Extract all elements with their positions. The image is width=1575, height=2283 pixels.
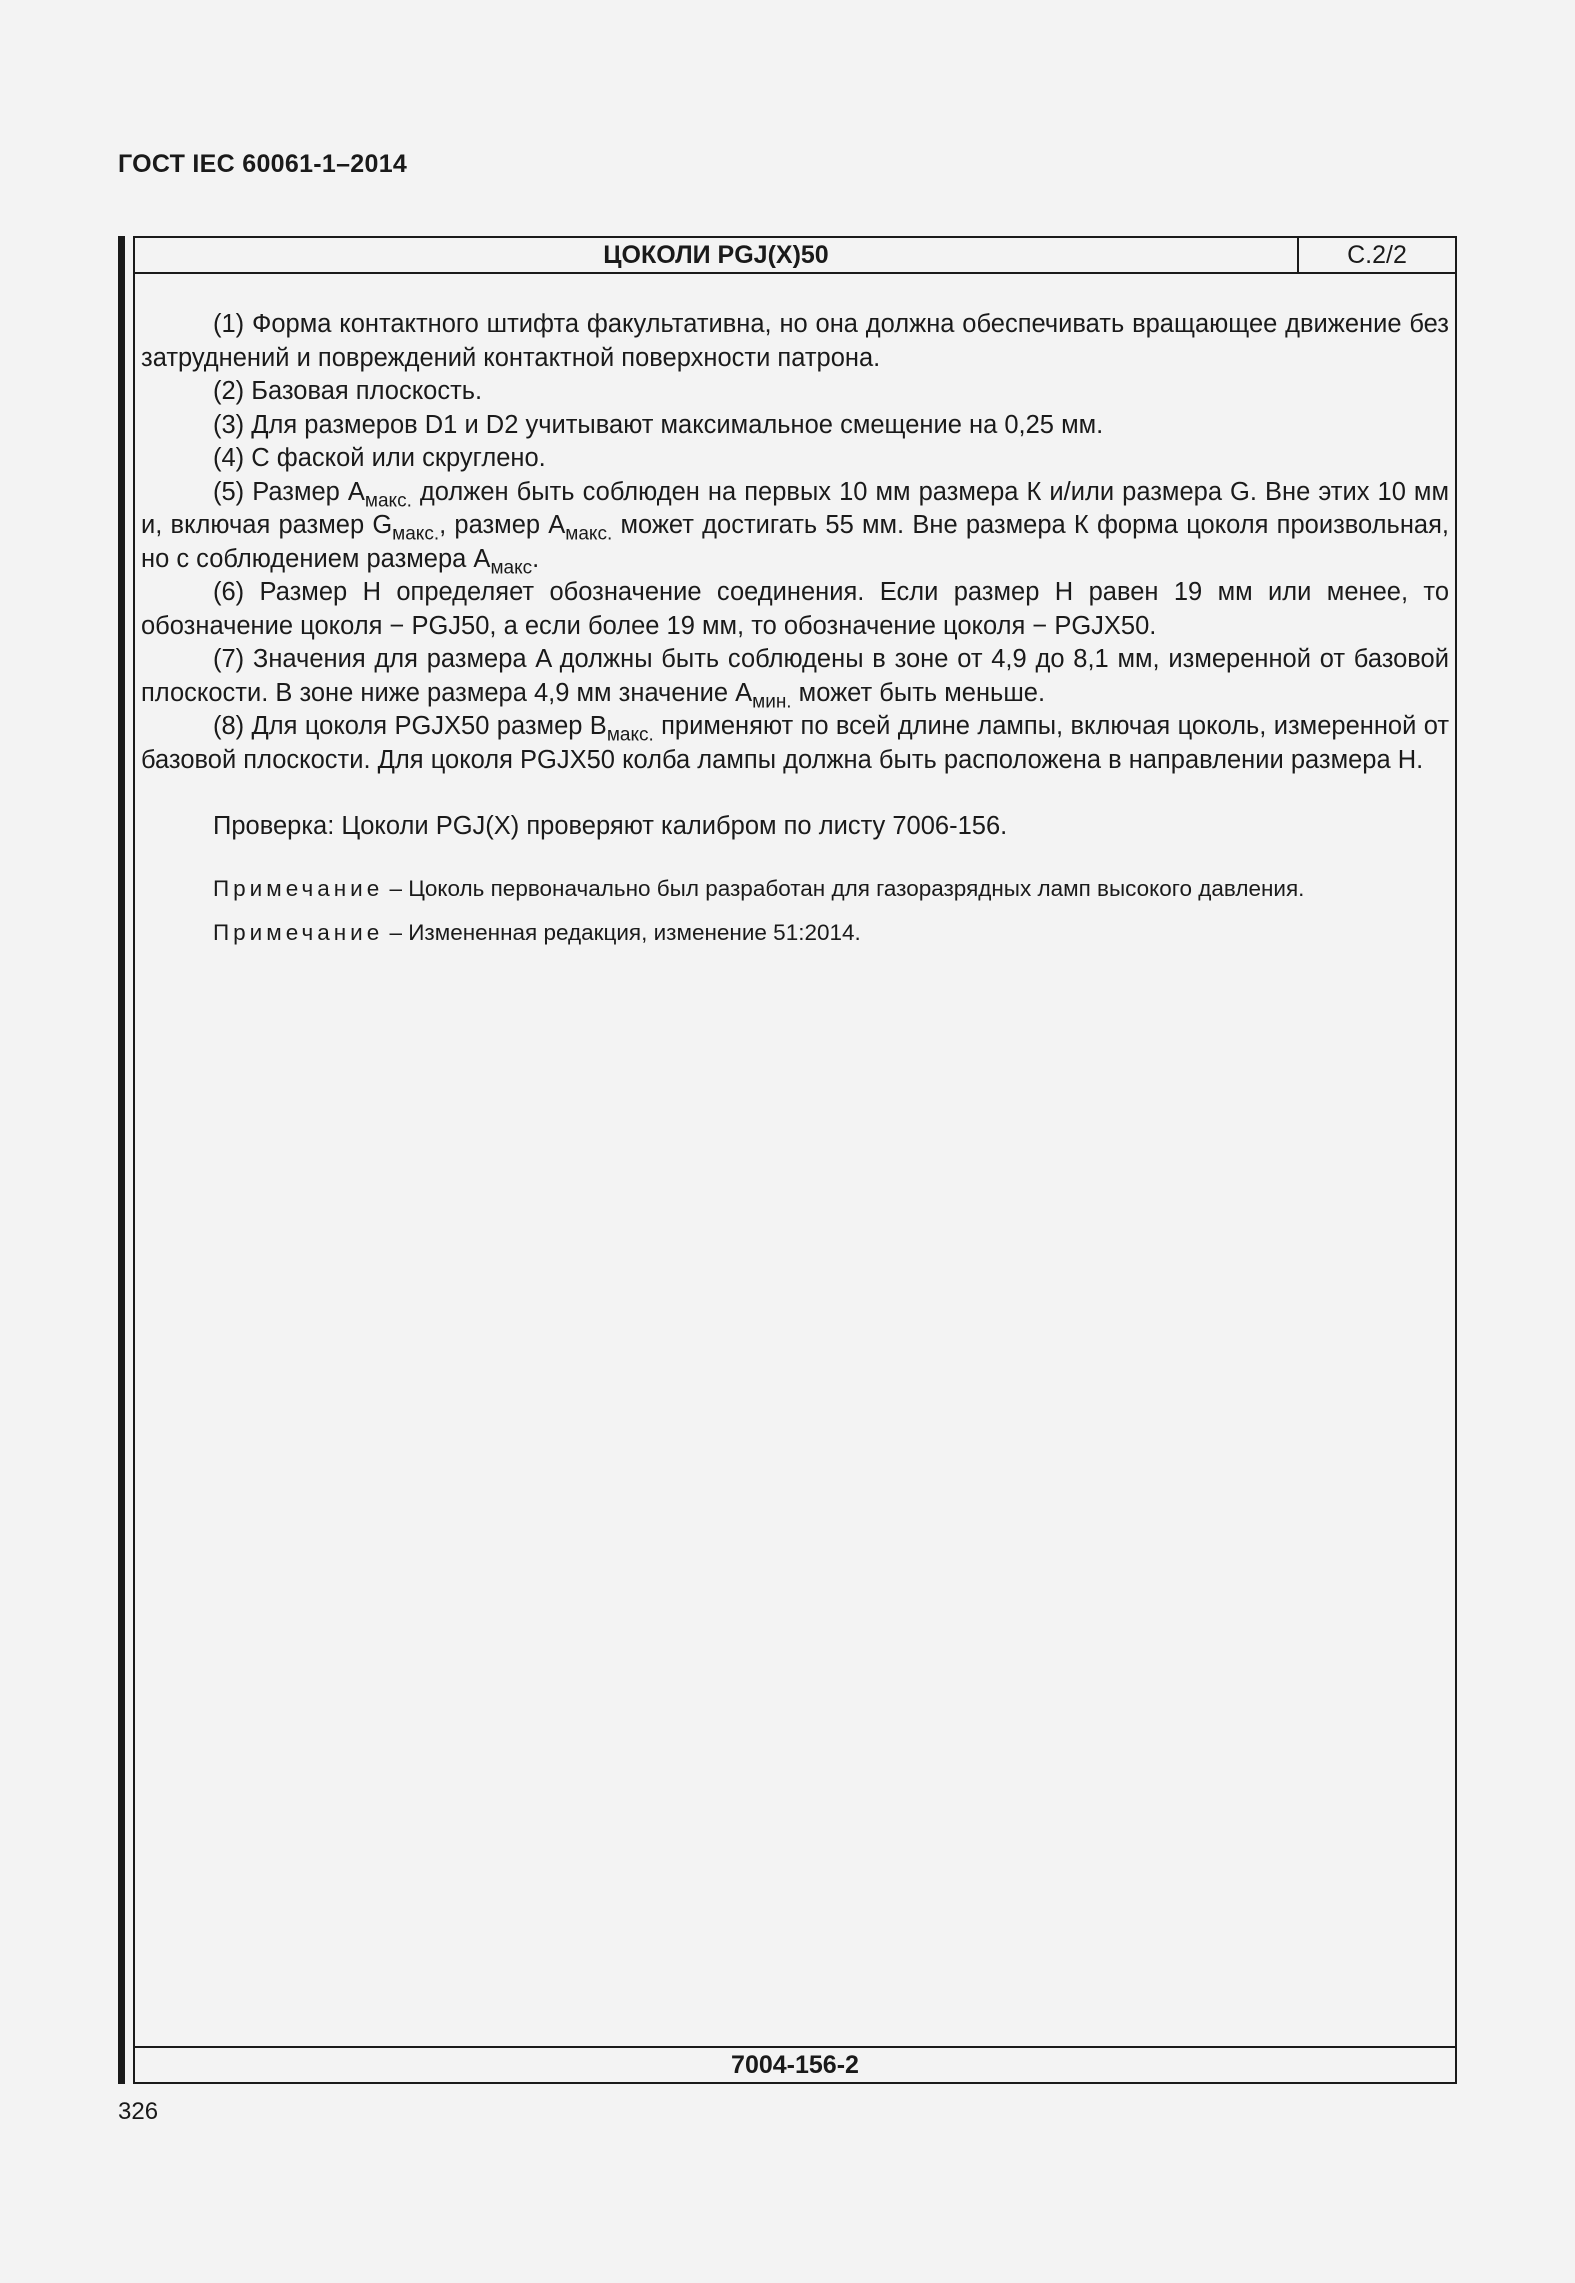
paragraph-5-subscript: макс <box>490 557 533 579</box>
note-text: – Цоколь первоначально был разработан для газоразрядных ламп высокого давления. <box>383 875 1305 901</box>
sheet-title: ЦОКОЛИ PGJ(X)50 <box>135 238 1299 272</box>
paragraph-8-text: применяют по всей длине лампы, включая цоколь, измеренной от базовой плоскости. Для цоколя PGJX50 колба лампы должна быть расположена в направлении размера H. <box>141 712 1449 774</box>
paragraph-8-text: (8) Для цоколя PGJX50 размер B <box>213 712 607 740</box>
sheet-content <box>141 308 1449 948</box>
paragraph-7-text: может быть меньше. <box>791 678 1046 707</box>
paragraph-1: (1) Форма контактного штифта факультативна, но она должна обеспечивать вращающее движение без затруднений и повреждений контактной поверхности патрона. <box>141 310 1449 372</box>
sheet-code: 7004-156-2 <box>135 2046 1455 2082</box>
paragraph-8-subscript: макс. <box>606 724 654 746</box>
paragraph-5-text: должен быть соблюден на первых 10 мм размера К и/или размера G. Вне этих 10 мм и, включая размер G <box>141 477 1449 539</box>
paragraph-7 <box>141 643 1449 713</box>
document-header: ГОСТ IEC 60061-1–2014 <box>118 150 408 178</box>
paragraph-5-text: , размер A <box>439 511 566 539</box>
paragraph-5-subscript: макс. <box>392 523 440 545</box>
paragraph-8 <box>141 710 1449 777</box>
paragraph-2: (2) Базовая плоскость. <box>213 377 483 405</box>
sheet-number: С.2/2 <box>1347 241 1407 269</box>
paragraph-3: (3) Для размеров D1 и D2 учитывают максимальное смещение на 0,25 мм. <box>213 410 1104 439</box>
paragraph-5-text: может достигать 55 мм. Вне размера К форма цоколя произвольная, но с соблюдением размера A <box>141 511 1449 573</box>
sheet-frame <box>133 236 1457 2084</box>
paragraph-5-subscript: макс. <box>565 523 613 545</box>
paragraph-4: (4) С фаской или скруглено. <box>213 444 546 472</box>
note-text: – Измененная редакция, изменение 51:2014. <box>383 919 861 945</box>
paragraph-6: (6) Размер H определяет обозначение соединения. Если размер H равен 19 мм или менее, то обозначение цоколя − PGJ50, а если более 19 мм, то обозначение цоколя − PGJX50. <box>141 578 1449 640</box>
check-statement: Проверка: Цоколи PGJ(X) проверяют калибром по листу 7006-156. <box>213 812 1008 840</box>
paragraph-5-text: (5) Размер A <box>213 477 365 506</box>
paragraph-5-subscript: макс. <box>364 490 412 512</box>
note-label: Примечание <box>213 875 384 901</box>
note <box>141 874 1449 904</box>
frame-header <box>135 238 1455 274</box>
revision-bar <box>118 236 125 2084</box>
paragraph-7-subscript: мин. <box>752 691 792 713</box>
page-number: 326 <box>118 2098 159 2125</box>
note-label: Примечание <box>213 919 384 945</box>
paragraph-5 <box>141 476 1449 577</box>
paragraph-5-text: . <box>532 544 540 573</box>
note <box>141 918 1449 948</box>
paragraph-7-text: (7) Значения для размера A должны быть соблюдены в зоне от 4,9 до 8,1 мм, измеренной от базовой плоскости. В зоне ниже размера 4,9 мм значение A <box>141 645 1449 707</box>
